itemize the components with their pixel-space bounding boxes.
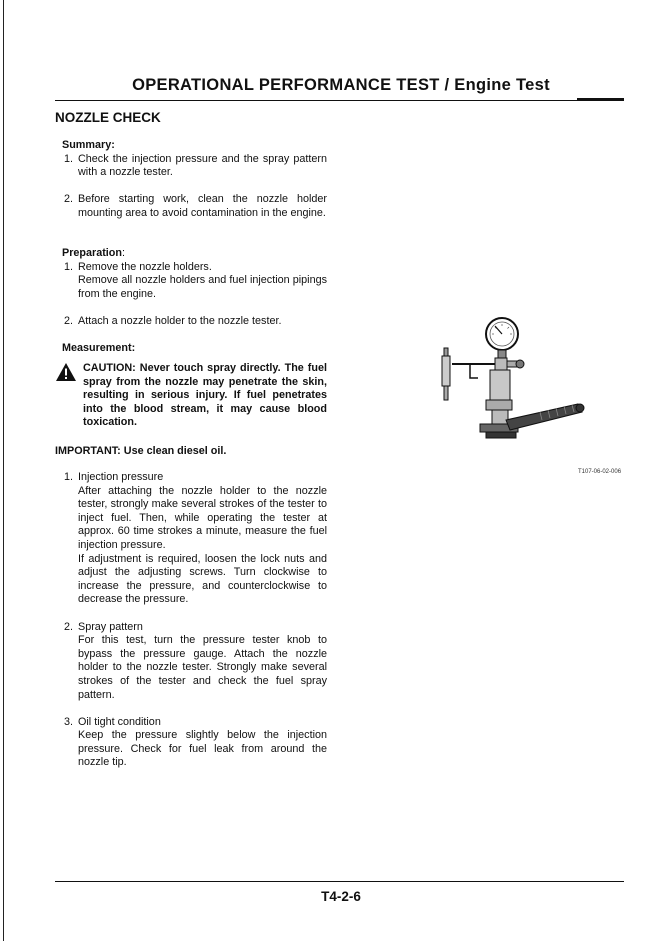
important-note: IMPORTANT: Use clean diesel oil. [55, 445, 227, 457]
header-rule [55, 100, 624, 101]
item-number: 1. [64, 260, 74, 273]
item-text: Check the injection pressure and the spray pattern with a nozzle tester. [78, 152, 327, 179]
item-line: Remove the nozzle holders. [78, 260, 212, 273]
summary-item-1 [62, 153, 327, 180]
item-paragraph: If adjustment is required, loosen the lock nuts and adjust the adjusting screws. Turn clockwise to increase the pressure, and counterclockwise to decrease the pressure. [78, 552, 327, 606]
measurement-heading: Measurement: [62, 342, 136, 354]
item-title: Injection pressure [78, 471, 164, 483]
measurement-item-3 [62, 716, 327, 770]
preparation-heading-colon: : [122, 247, 125, 259]
figure-caption: T107-06-02-006 [578, 469, 622, 475]
section-title: NOZZLE CHECK [55, 110, 161, 125]
item-paragraph: Keep the pressure slightly below the injection pressure. Check for fuel leak from around the nozzle tip. [78, 729, 327, 769]
measurement-list [62, 471, 327, 770]
item-number: 3. [64, 715, 74, 728]
item-number: 2. [64, 314, 74, 327]
summary-heading: Summary: [62, 139, 115, 151]
item-title: Oil tight condition [78, 715, 161, 728]
summary-block [62, 139, 327, 221]
item-paragraph: After attaching the nozzle holder to the nozzle tester, strongly make several strokes of the tester to inject fuel. Then, while operating the tester at approx. 60 time strokes a minute, measure the fuel injection pressure. [78, 484, 327, 551]
item-number: 2. [64, 620, 74, 633]
preparation-heading-text: Preparation [62, 247, 122, 259]
preparation-item-2 [62, 315, 327, 329]
item-number: 2. [64, 193, 74, 206]
item-paragraph: For this test, turn the pressure tester knob to bypass the pressure gauge. Attach the nozzle holder to the nozzle tester. Strongly make several strokes of the tester and check the fuel spray pattern. [78, 634, 327, 701]
item-text: Attach a nozzle holder to the nozzle tester. [78, 314, 282, 327]
preparation-item-1 [62, 261, 327, 302]
item-number: 1. [64, 152, 74, 165]
measurement-item-2 [62, 621, 327, 703]
item-number: 1. [64, 471, 74, 483]
preparation-heading [62, 247, 327, 261]
item-text: Remove all nozzle holders and fuel injection pipings from the engine. [78, 274, 327, 300]
nozzle-tester-illustration [440, 312, 585, 447]
page-header-title: OPERATIONAL PERFORMANCE TEST / Engine Test [132, 76, 550, 94]
item-text: Before starting work, clean the nozzle holder mounting area to avoid contamination in the engine. [78, 193, 327, 219]
footer-rule [55, 881, 624, 882]
caution-text: CAUTION: Never touch spray directly. The fuel spray from the nozzle may penetrate the skin, resulting in serious injury. If fuel penetrates into the blood stream, it may cause blood toxication. [83, 362, 327, 429]
page-edge-line [3, 0, 4, 941]
summary-item-2 [62, 193, 327, 220]
item-title: Spray pattern [78, 620, 143, 633]
page-number: T4-2-6 [321, 889, 361, 904]
warning-triangle-icon [55, 362, 77, 382]
preparation-block [62, 247, 327, 329]
measurement-item-1 [62, 471, 327, 607]
header-rule-accent [577, 98, 624, 100]
